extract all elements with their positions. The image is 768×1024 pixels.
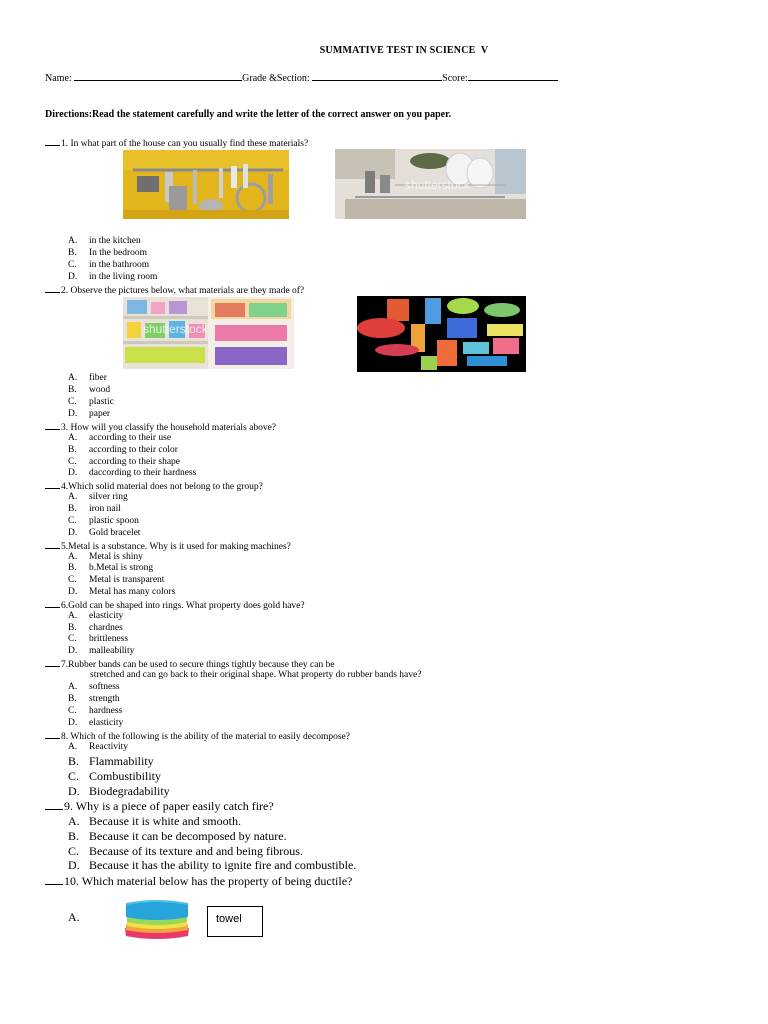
name-blank[interactable] [74,71,242,81]
question-8: 8. Which of the following is the ability of the material to easily decompose? [45,730,350,743]
answer-blank[interactable] [45,421,60,430]
question-1: 1. In what part of the house can you usually find these materials? [45,137,308,150]
question-4: 4.Which solid material does not belong to the group? [45,480,263,493]
answer-blank[interactable] [45,480,60,489]
name-label: Name: [45,73,72,84]
answer-blank[interactable] [45,874,63,885]
question-9: 9. Why is a piece of paper easily catch fire? [45,799,274,813]
question-7: 7.Rubber bands can be used to secure things tightly because they can be [45,658,335,671]
answer-blank[interactable] [45,599,60,608]
grade-section-blank[interactable] [312,71,442,81]
plastic-items-image [357,296,526,372]
svg-text:shutterstock: shutterstock [143,322,208,336]
question-5: 5.Metal is a substance. Why is it used for making machines? [45,540,291,553]
answer-blank[interactable] [45,799,63,810]
question-2: 2. Observe the pictures below, what materials are they made of? [45,284,304,297]
score-blank[interactable] [468,71,558,81]
page-title: SUMMATIVE TEST IN SCIENCE V [319,45,489,56]
svg-text:shutterstock: shutterstock [405,178,470,192]
answer-blank[interactable] [45,658,60,667]
name-field [45,71,558,84]
towel-label-box: towel [207,906,263,937]
directions: Directions:Read the statement carefully and write the letter of the correct answer on you paper. [45,109,452,120]
answer-blank[interactable] [45,284,60,293]
question-6: 6.Gold can be shaped into rings. What property does gold have? [45,599,305,612]
worksheet-page: SUMMATIVE TEST IN SCIENCE V Name: Grade &Section: Score: Directions:Read the statement carefully and write the letter of the correct answer on you paper. 1. In what part of the house can you usually find these materials? shutterstock A. in the kitchen B. In the bedroom C. in the bathroom D. in the living room 2. Observe the pictures below, what materials are they made of? shutterstock A. fiber B. wood C. plastic D. paper 3. How will you classify the household materials above? A. according to their use B. according to their color C. according to their shape D. daccording to their hardness 4.Which solid material does not belong to the group? A. silver ring B. iron nail C. plastic spoon D. Gold bracelet 5.Metal is a substance. Why is it used for making machines? A. Metal is shiny B. b.Metal is strong C. Metal is transparent D. Metal has many colors 6.Gold can be shaped into rings. What property does gold have? A. elasticity B. chardnes C. brittleness D. malleability 7.Rubber bands can be used to secure things tightly because they can be stretched and can go back to their original shape. What property do rubber bands have? A. softness B. strength C. hardness D. elasticity 8. Which of the following is the ability of the material to easily decompose? A. Reactivity B. Flammability C. Combustibility D. Biodegradability 9. Why is a piece of paper easily catch fire? A. Because it is white and smooth. B. Because it can be decomposed by nature. C. Because of its texture and and being fibrous. D. Because it has the ability to ignite fire and combustible. 10. Which material below has the property of being ductile? A. towel [0,0,768,1024]
folded-towels-image [122,898,192,940]
answer-blank[interactable] [45,137,60,146]
answer-blank[interactable] [45,730,60,739]
question-7-continuation: stretched and can go back to their original shape. What property do rubber bands have? [90,670,422,680]
score-label: Score: [442,73,468,84]
grade-section-label: Grade &Section: [242,73,310,84]
dish-rack-image [335,149,526,219]
kitchen-utensils-image [123,150,289,219]
answer-blank[interactable] [45,540,60,549]
question-3: 3. How will you classify the household materials above? [45,421,276,434]
plastic-containers-image [123,297,294,369]
question-10: 10. Which material below has the property of being ductile? [45,874,352,888]
